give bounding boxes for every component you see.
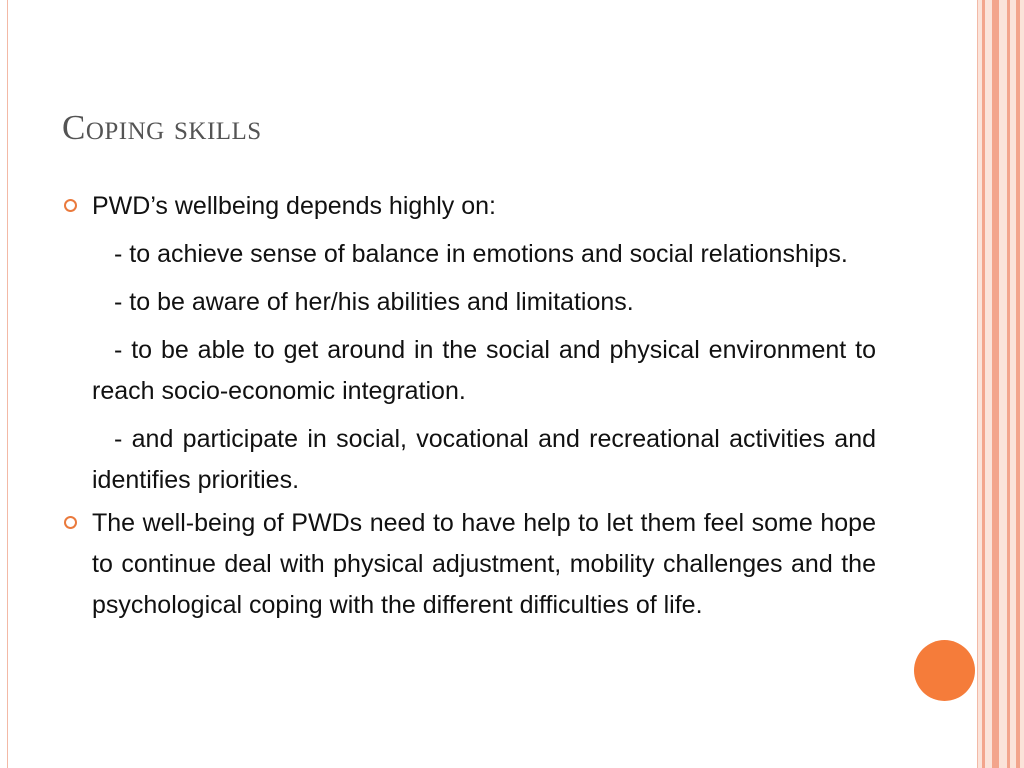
bullet-text: The well-being of PWDs need to have help to let them feel some hope to continue deal with physical adjustment, mobility challenges and the psychological coping with the different difficulties of life. <box>92 509 876 619</box>
sub-item: - and participate in social, vocational and recreational activities and identifies priorities. <box>92 425 876 494</box>
sub-item: - to be able to get around in the social and physical environment to reach socio-economic integration. <box>92 336 876 405</box>
bullet-item <box>62 503 876 626</box>
sub-item: - to be aware of her/his abilities and limitations. <box>114 288 634 316</box>
decorative-stripe <box>992 0 999 768</box>
slide-title: Coping skills <box>62 108 262 147</box>
bullet-circle-icon <box>64 516 77 529</box>
bullet-text: PWD’s wellbeing depends highly on: <box>92 192 496 220</box>
decorative-circle <box>914 640 975 701</box>
decorative-stripe <box>982 0 985 768</box>
slide-content <box>62 186 876 626</box>
bullet-item <box>62 186 876 501</box>
sub-item: - to achieve sense of balance in emotions and social relationships. <box>114 240 848 268</box>
decorative-stripe <box>1016 0 1020 768</box>
decorative-stripe-band <box>978 0 1024 768</box>
bullet-circle-icon <box>64 199 77 212</box>
decorative-stripe <box>1007 0 1010 768</box>
